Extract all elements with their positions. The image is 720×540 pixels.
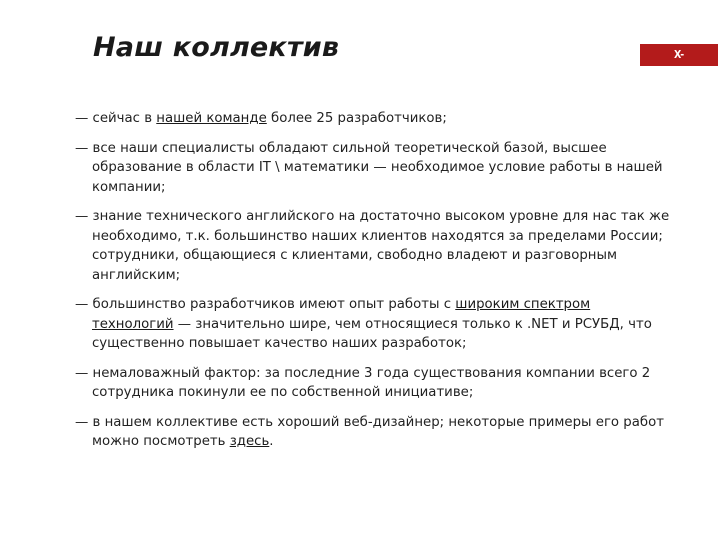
list-dash: —: [75, 414, 93, 430]
item-text: .: [269, 434, 274, 449]
item-text: сейчас в: [92, 111, 157, 126]
bullet-list: [75, 109, 675, 462]
list-item: — знание технического английского на достаточно высоком уровне для нас так же необходимо, т.к. большинство наших клиентов находятся за пределами России; сотрудники, общающиеся с клиентами, свободно владеют и разговорным английским;: [75, 209, 670, 283]
item-text: более 25 разработчиков;: [266, 111, 447, 126]
item-text: — значительно шире, чем относящиеся только к .NET и РСУБД, что существенно повышает качество наших разработок;: [92, 316, 652, 351]
list-item: [75, 109, 675, 129]
list-item: — все наши специалисты обладают сильной теоретической базой, высшее образование в области IT \ математики — необходимое условие работы в нашей компании;: [75, 140, 663, 195]
technologies-link[interactable]: широким спектром технологий: [92, 297, 591, 332]
item-text: в нашем коллективе есть хороший веб-дизайнер; некоторые примеры его работ можно посмотреть: [92, 414, 664, 449]
list-item: [75, 295, 675, 354]
item-text: большинство разработчиков имеют опыт работы с: [92, 297, 456, 312]
list-dash: —: [75, 111, 93, 126]
list-dash: —: [75, 297, 93, 312]
list-item: [75, 413, 675, 452]
list-item: — немаловажный фактор: за последние 3 года существования компании всего 2 сотрудника покинули ее по собственной инициативе;: [75, 365, 651, 400]
page-title: Наш коллектив: [93, 32, 340, 63]
portfolio-link[interactable]: здесь: [229, 434, 270, 449]
company-logo[interactable]: X-TENSIVE.COM: [640, 44, 718, 66]
team-link[interactable]: нашей команде: [156, 111, 267, 126]
